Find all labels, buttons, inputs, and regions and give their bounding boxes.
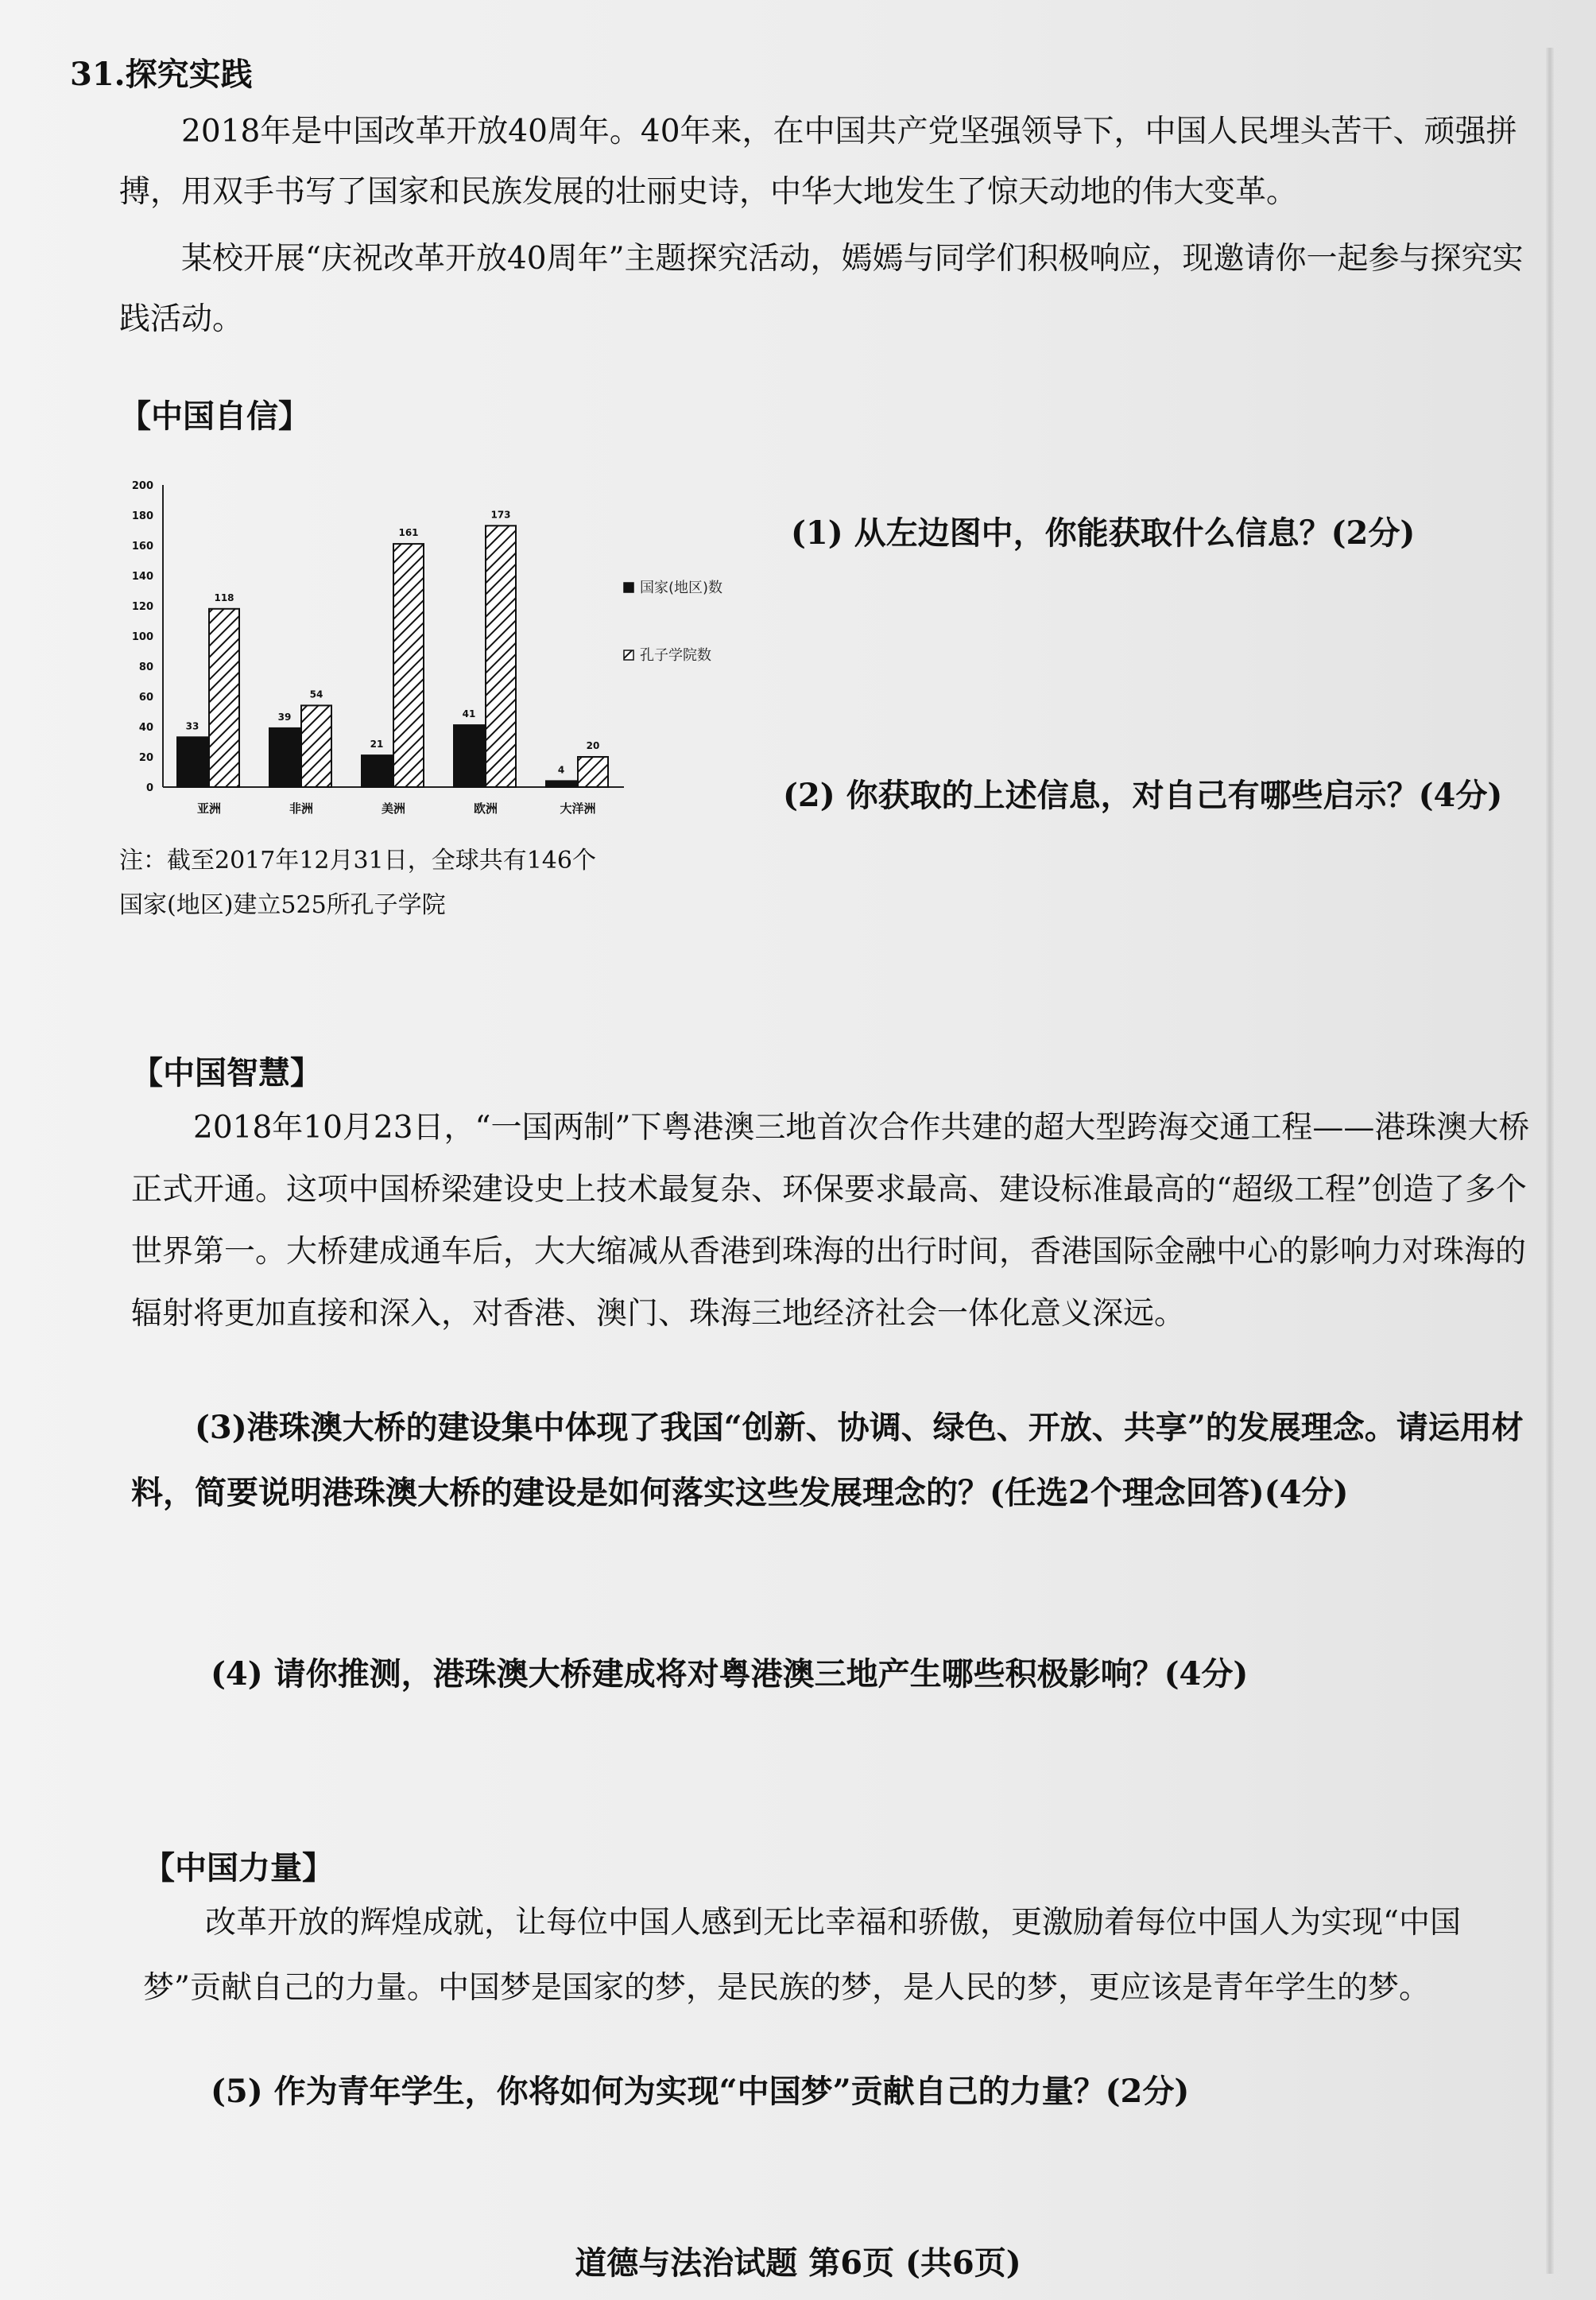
- legend-swatch-institute: [624, 650, 633, 660]
- y-tick-label: 100: [131, 631, 153, 643]
- y-tick-label: 60: [138, 692, 153, 704]
- x-tick-label: 非洲: [289, 801, 314, 816]
- chart-bars: [177, 526, 608, 787]
- question-3: (3)港珠澳大桥的建设集中体现了我国“创新、协调、绿色、开放、共享”的发展理念。请运用材料，简要说明港珠澳大桥的建设是如何落实这些发展理念的？(任选2个理念回答)(4分): [131, 1409, 1524, 1511]
- y-tick-label: 180: [131, 510, 153, 522]
- chart-y-ticks: [132, 480, 153, 794]
- question-number: 31.: [70, 56, 126, 93]
- legend-label: 国家(地区)数: [640, 580, 723, 596]
- bar-institute-count: [209, 609, 239, 787]
- x-tick-label: 美洲: [381, 801, 406, 816]
- page-footer: 道德与法治试题 第6页 (共6页): [575, 2244, 1021, 2282]
- y-tick-label: 40: [138, 722, 153, 734]
- bar-country-count: [269, 728, 300, 787]
- x-tick-label: 欧洲: [473, 801, 498, 816]
- bar-institute-count: [301, 705, 331, 787]
- data-label: 54: [309, 688, 323, 700]
- y-tick-label: 20: [138, 752, 153, 764]
- y-tick-label: 140: [131, 571, 153, 583]
- question-heading: [70, 49, 253, 95]
- section-header-wisdom: 【中国智慧】: [131, 1054, 322, 1092]
- y-tick-label: 120: [131, 601, 153, 613]
- bar-institute-count: [393, 544, 424, 787]
- data-label: 20: [586, 740, 600, 751]
- legend-swatch-country: [624, 583, 633, 592]
- wisdom-material: [131, 1097, 1530, 1345]
- data-label: 33: [185, 720, 200, 732]
- bar-country-count: [362, 755, 392, 787]
- question-title: 探究实践: [125, 56, 253, 93]
- y-tick-label: 80: [138, 661, 153, 673]
- data-label: 173: [490, 509, 511, 521]
- data-label: 41: [462, 708, 476, 720]
- chart-legend: [624, 580, 722, 664]
- bar-institute-count: [486, 526, 516, 787]
- power-material: [143, 1891, 1534, 2021]
- x-tick-label: 亚洲: [196, 801, 222, 816]
- bar-institute-count: [578, 757, 608, 787]
- data-label: 4: [557, 764, 565, 776]
- data-label: 161: [398, 527, 419, 539]
- page-edge-shadow: [1546, 48, 1554, 2274]
- wisdom-material-text: 2018年10月23日，“一国两制”下粤港澳三地首次合作共建的超大型跨海交通工程——港珠澳大桥正式开通。这项中国桥梁建设史上技术最复杂、环保要求最高、建设标准最高的“超级工程”创造了多个世界第一。大桥建成通车后，大大缩减从香港到珠海的出行时间，香港国际金融中心的影响力对珠海的辐射将更加直接和深入，对香港、澳门、珠海三地经济社会一体化意义深远。: [131, 1110, 1530, 1332]
- data-label: 39: [277, 711, 292, 723]
- data-label: 118: [214, 591, 234, 603]
- chart-x-labels: [197, 801, 596, 816]
- question-5: (5) 作为青年学生，你将如何为实现“中国梦”贡献自己的力量？(2分): [211, 2073, 1190, 2110]
- bar-country-count: [177, 737, 207, 787]
- intro-block: [119, 102, 1542, 350]
- chart-note: [119, 839, 691, 928]
- intro-paragraph-1: 2018年是中国改革开放40周年。40年来，在中国共产党坚强领导下，中国人民埋头苦干、顽强拼搏，用双手书写了国家和民族发展的壮丽史诗，中华大地发生了惊天动地的伟大变革。: [119, 114, 1517, 210]
- question-4: (4) 请你推测，港珠澳大桥建成将对粤港澳三地产生哪些积极影响？(4分): [211, 1655, 1249, 1693]
- bar-country-count: [546, 781, 576, 787]
- question-2: (2) 你获取的上述信息，对自己有哪些启示？(4分): [783, 777, 1503, 814]
- y-tick-label: 160: [131, 541, 153, 553]
- legend-label: 孔子学院数: [640, 647, 711, 664]
- y-tick-label: 200: [131, 480, 153, 492]
- chart-note-line-2: 国家(地区)建立525所孔子学院: [119, 891, 446, 919]
- x-tick-label: 大洋洲: [560, 801, 596, 816]
- intro-paragraph-2: 某校开展“庆祝改革开放40周年”主题探究活动，嫣嫣与同学们积极响应，现邀请你一起参与探究实践活动。: [119, 241, 1524, 337]
- data-label: 21: [370, 739, 384, 751]
- y-tick-label: 0: [145, 782, 153, 794]
- bar-country-count: [454, 725, 484, 787]
- confucius-institute-chart: [115, 469, 791, 835]
- chart-note-line-1: 注：截至2017年12月31日，全球共有146个: [119, 847, 596, 875]
- section-header-confidence: 【中国自信】: [119, 398, 310, 435]
- section-header-power: 【中国力量】: [143, 1849, 334, 1887]
- power-material-text: 改革开放的辉煌成就，让每位中国人感到无比幸福和骄傲，更激励着每位中国人为实现“中国梦”贡献自己的力量。中国梦是国家的梦，是民族的梦，是人民的梦，更应该是青年学生的梦。: [143, 1905, 1461, 2006]
- question-1: (1) 从左边图中，你能获取什么信息？(2分): [791, 514, 1416, 552]
